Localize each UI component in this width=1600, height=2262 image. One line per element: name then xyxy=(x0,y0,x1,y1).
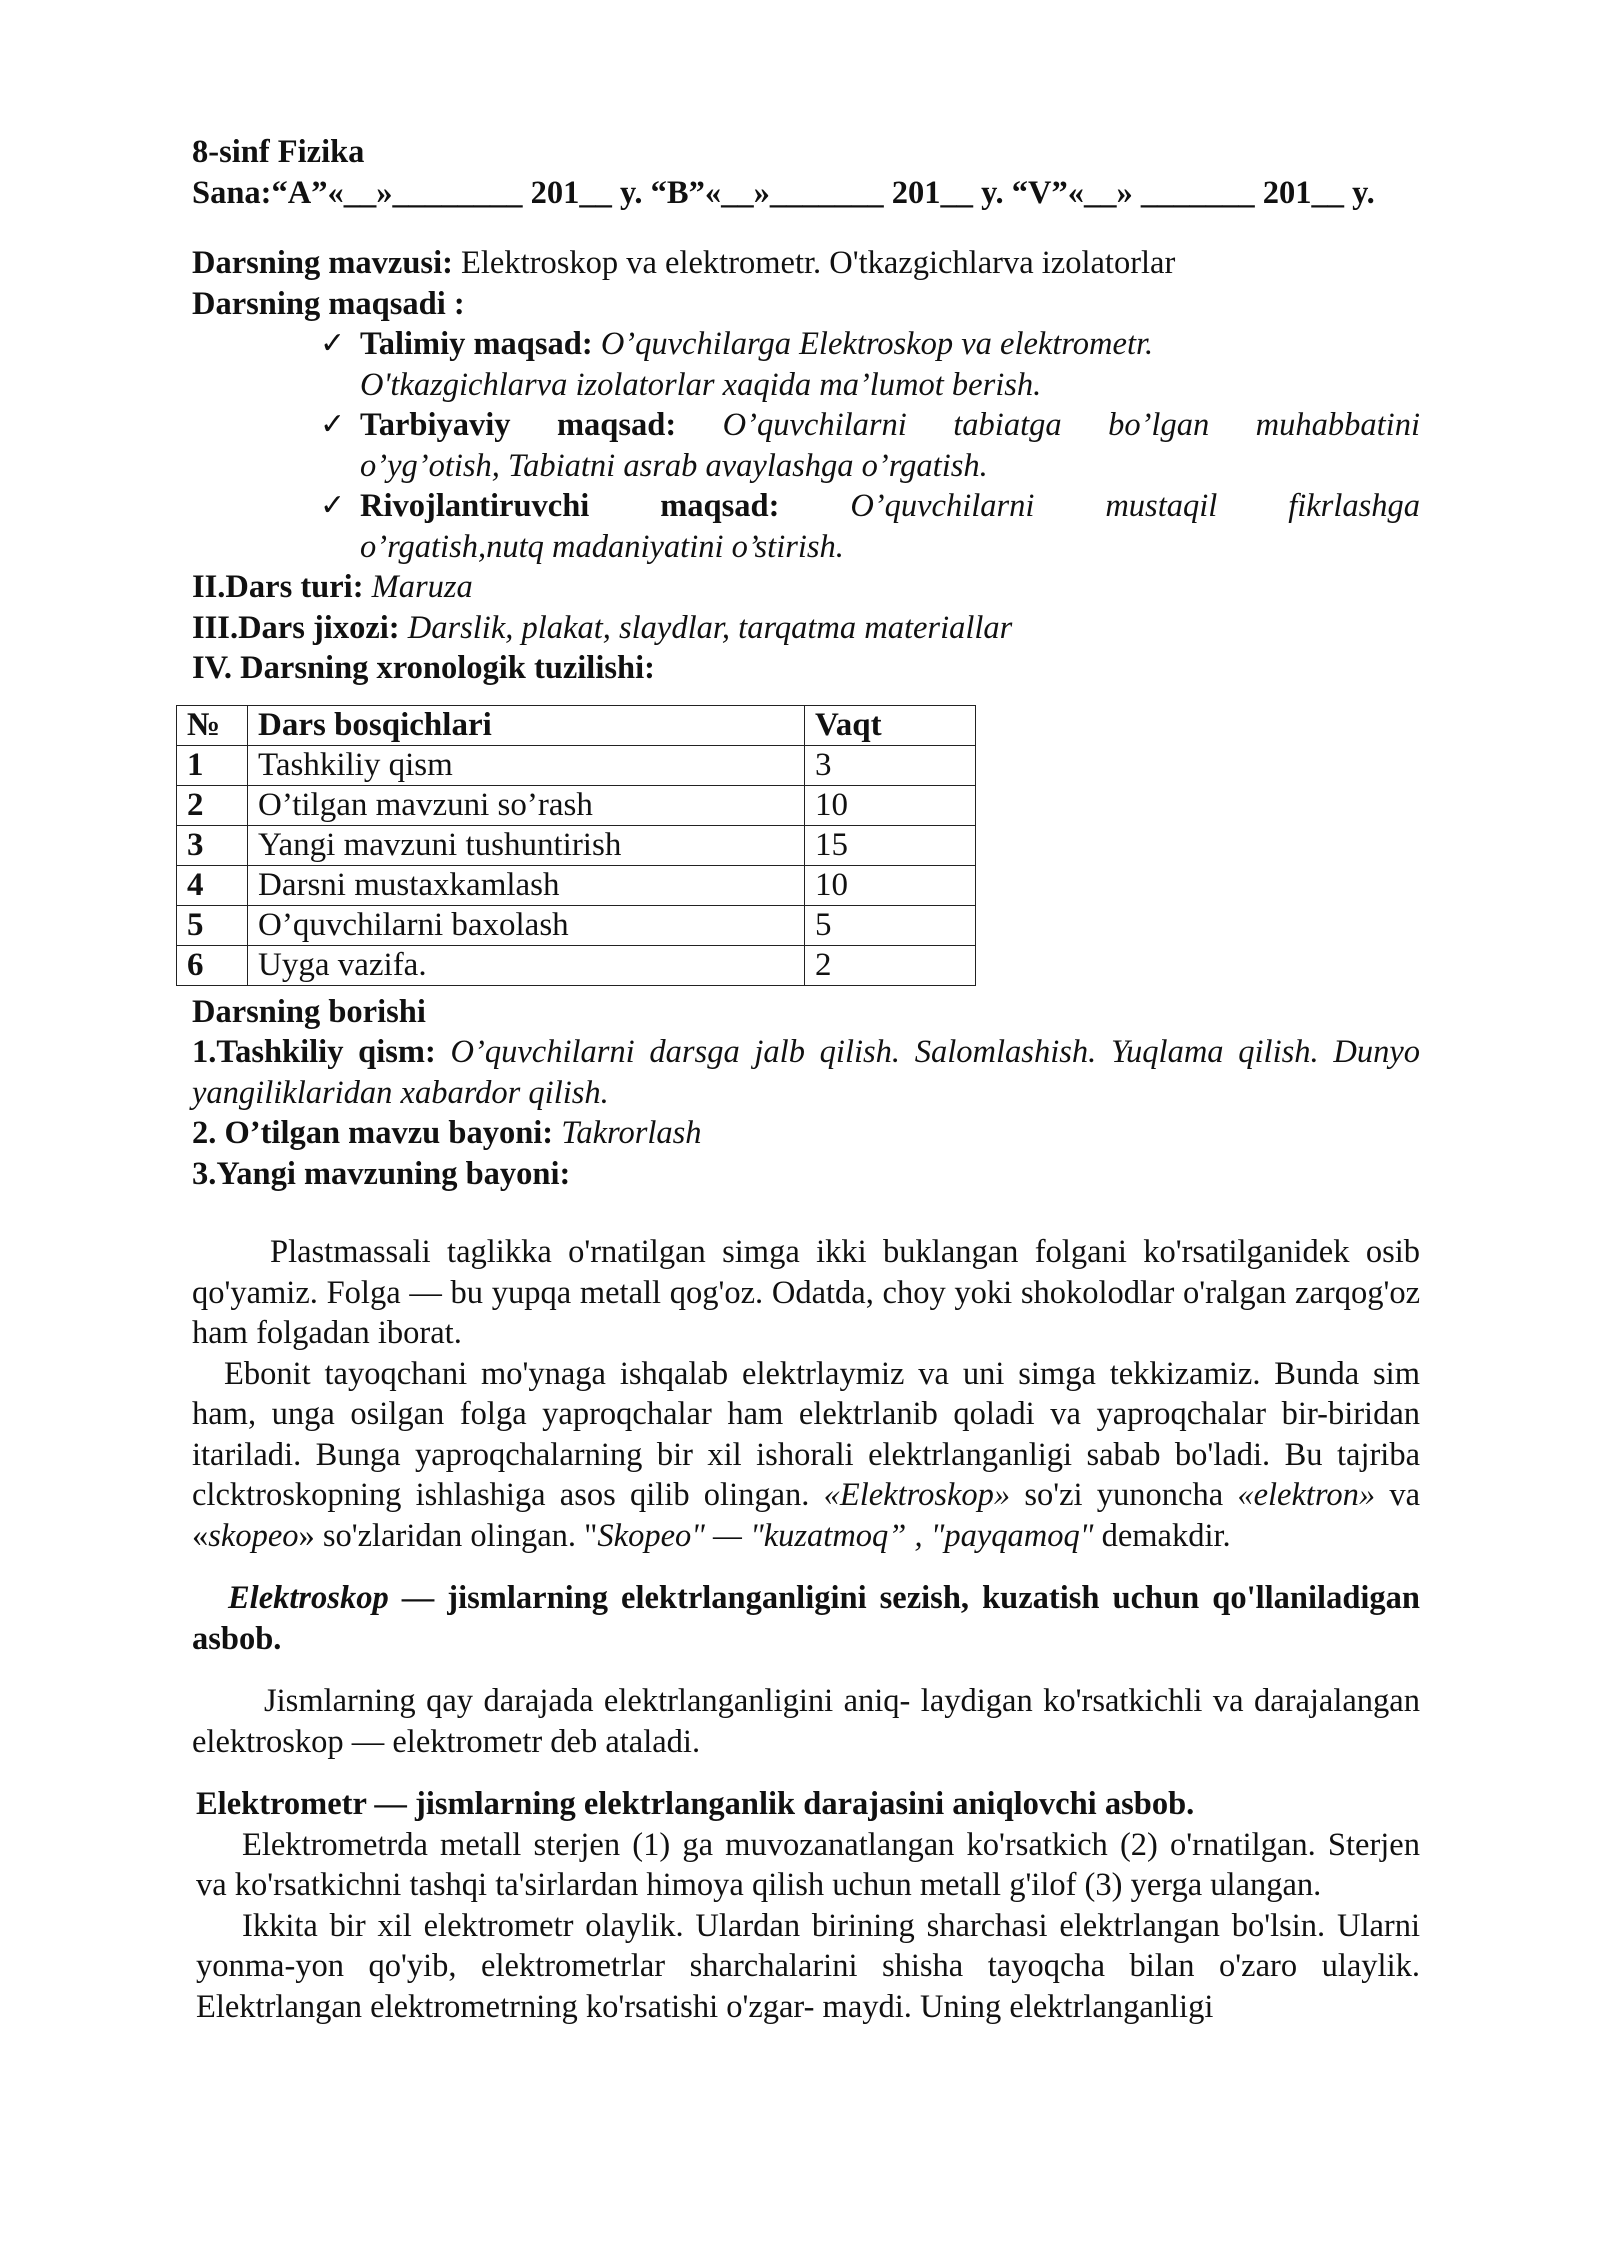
step-text: Takrorlash xyxy=(561,1115,702,1151)
step-text: O’quvchilarni darsga jalb qilish. Salomlashish. Yuqlama qilish. Dunyo yangiliklaridan xabardor qilish. xyxy=(192,1034,1420,1111)
checkmark-icon: ✓ xyxy=(320,488,346,523)
table-row: 2 O’tilgan mavzuni so’rash 10 xyxy=(177,785,976,825)
table-row: 1 Tashkiliy qism 3 xyxy=(177,745,976,785)
chronology-heading: IV. Darsning xronologik tuzilishi: xyxy=(192,650,655,686)
chronology-table xyxy=(176,705,976,986)
goal-text: O’quvchilarni mustaqil fikrlashga xyxy=(850,488,1420,524)
goal-label: Talimiy maqsad: xyxy=(360,326,593,362)
table-row: 4 Darsni mustaxkamlash 10 xyxy=(177,865,976,905)
goal-item-developmental xyxy=(320,486,1420,567)
progress-step-1 xyxy=(192,1032,1420,1113)
topic-value: Elektroskop va elektrometr. O'tkazgichlarva izolatorlar xyxy=(461,245,1176,281)
progress-heading: Darsning borishi xyxy=(192,993,426,1030)
goals-heading: Darsning maqsadi : xyxy=(192,285,465,322)
equipment-label: III.Dars jixozi: xyxy=(192,609,400,646)
table-header-row xyxy=(177,705,976,745)
header-number: № xyxy=(177,705,248,745)
progress-step-3: 3.Yangi mavzuning bayoni: xyxy=(192,1155,571,1192)
lesson-type-value: Maruza xyxy=(371,569,473,605)
goal-label: Tarbiyaviy maqsad: xyxy=(360,407,677,443)
goal-text-cont: O'tkazgichlarva izolatorlar xaqida ma’lumot berish. xyxy=(360,366,1042,403)
equipment-line xyxy=(192,608,1420,649)
checkmark-icon: ✓ xyxy=(320,326,346,361)
equipment-value: Darslik, plakat, slaydlar, tarqatma materiallar xyxy=(407,609,1013,646)
date-line: Sana:“A”«__»________ 201__ y. “B”«__»_______ 201__ y. “V”«__» _______ 201__ y. xyxy=(192,174,1375,211)
topic-label: Darsning mavzusi: xyxy=(192,245,453,281)
definition-electroscope: Elektroskop — jismlarning elektrlanganligini sezish, kuzatish uchun qo'llaniladigan asbob. xyxy=(192,1580,1420,1657)
lesson-type-line xyxy=(192,567,1420,608)
goal-text-cont: o’rgatish,nutq madaniyatini o’stirish. xyxy=(360,528,844,565)
subject-heading: 8-sinf Fizika xyxy=(192,134,365,170)
body-paragraph: Elektrometrda metall sterjen (1) ga muvozanatlangan ko'rsatkich (2) o'rnatilgan. Sterjen va ko'rsatkichni tashqi ta'sirlardan himoya qilish uchun metall g'ilof (3) yerga ulangan. xyxy=(196,1826,1420,1903)
goal-item-educational xyxy=(320,324,1420,405)
body-paragraph: Ikkita bir xil elektrometr olaylik. Ulardan birining sharchasi elektrlangan bo'lsin. Ularni yonma-yon qo'yib, elektrometrlar sharchalarini shisha tayoqcha bilan o'zaro ulaylik. Elektrlangan elektrometrning ko'rsatishi o'zgar- maydi. Uning elektrlanganligi xyxy=(196,1907,1420,2025)
goal-label: Rivojlantiruvchi maqsad: xyxy=(360,488,780,524)
goal-text: O’quvchilarni tabiatga bo’lgan muhabbatini xyxy=(722,407,1420,443)
step-label: 2. O’tilgan mavzu bayoni: xyxy=(192,1115,554,1151)
header-time: Vaqt xyxy=(805,705,976,745)
table-row: 3 Yangi mavzuni tushuntirish 15 xyxy=(177,825,976,865)
goal-text-cont: o’yg’otish, Tabiatni asrab avaylashga o’rgatish. xyxy=(360,447,988,484)
header-stage: Dars bosqichlari xyxy=(248,705,805,745)
progress-step-2 xyxy=(192,1113,1420,1154)
topic-line xyxy=(192,243,1420,284)
body-paragraph: Ebonit tayoqchani mo'ynaga ishqalab elektrlaymiz va uni simga tekkizamiz. Bunda sim ham, unga osilgan folga yaproqchalar ham elektrlanib qoladi va yaproqchalar bir-biridan itariladi. Bunga yaproqchalarning bir xil ishorali elektrlanganligi sabab bo'ladi. Bu tajriba clcktroskopning ishlashiga asos qilib olingan. «Elektroskop» so'zi yunoncha «elektron» va «skopeo» so'zlaridan olingan. "Skopeo" — "kuzatmoq” , "payqamoq" demakdir. xyxy=(192,1355,1421,1554)
body-paragraph: Jismlarning qay darajada elektrlanganligini aniq- laydigan ko'rsatkichli va darajalangan elektroskop — elektrometr deb ataladi. xyxy=(192,1683,1420,1760)
table-row: 6 Uyga vazifa. 2 xyxy=(177,945,976,985)
table-row: 5 O’quvchilarni baxolash 5 xyxy=(177,905,976,945)
goal-item-upbringing xyxy=(320,405,1420,486)
checkmark-icon: ✓ xyxy=(320,407,346,442)
definition-term: Elektroskop xyxy=(228,1580,389,1616)
body-paragraph: Plastmassali taglikka o'rnatilgan simga ikki buklangan folgani ko'rsatilganidek osib qo'yamiz. Folga — bu yupqa metall qog'oz. Odatda, choy yoki shokolodlar o'ralgan zarqog'oz ham folgadan iborat. xyxy=(192,1234,1420,1351)
definition-electrometer: Elektrometr — jismlarning elektrlanganlik darajasini aniqlovchi asbob. xyxy=(196,1786,1195,1822)
step-label: 1.Tashkiliy qism: xyxy=(192,1034,436,1070)
lesson-type-label: II.Dars turi: xyxy=(192,569,364,605)
goal-text: O’quvchilarga Elektroskop va elektrometr. xyxy=(600,326,1154,362)
lesson-plan xyxy=(187,132,1421,2027)
